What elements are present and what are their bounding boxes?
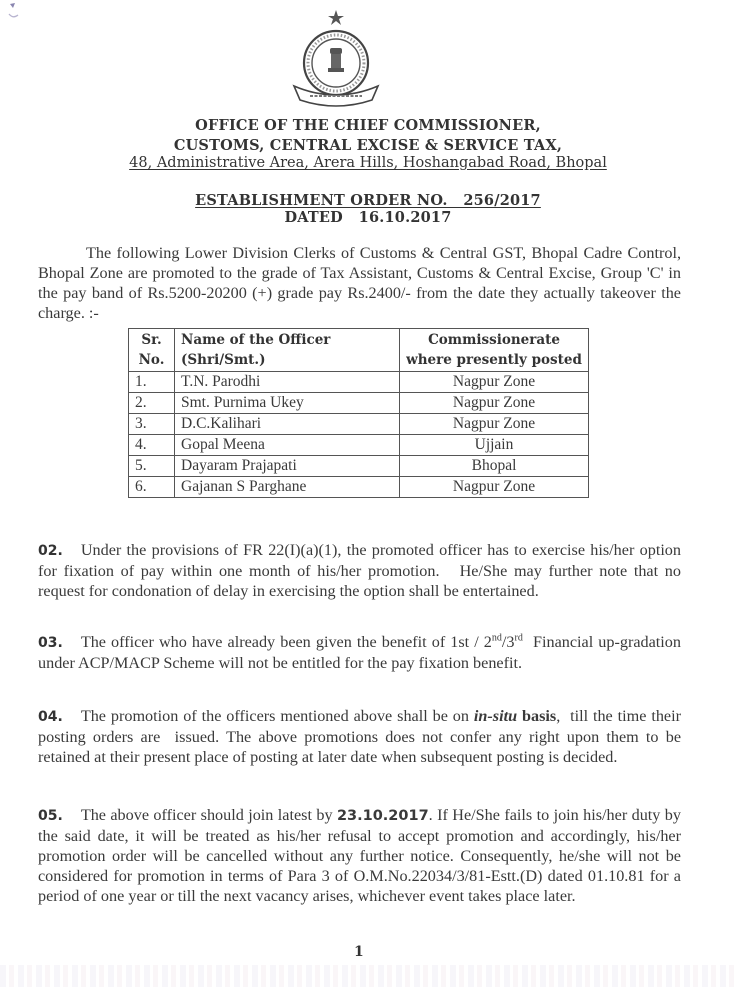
paragraph-text: , till the time their posting orders are issued. The above promotions does not confer any right upon them to be retained at their present place of posting at later date when subsequent posting is decided. (38, 707, 686, 766)
superscript: nd (491, 632, 502, 644)
paragraph-text: /3 (501, 633, 515, 651)
paragraph-number: 02. (38, 543, 63, 559)
paragraph-text: . If He/She fails to join his/her duty by the said date, it will be treated as his/her refusal to accept promotion and accordingly, his/her promotion order will be cancelled without any further notice. Consequently, he/she will not be considered for promotion in terms of Para 3 of O.M.No.22034/3/81-Estt.(D) dated 01.10.81 for a period of one year or till the next vacancy arises, whichever event takes place later. (38, 806, 681, 905)
cell-commissionerate: Nagpur Zone (400, 372, 589, 393)
paragraph-05 (38, 805, 681, 906)
officers-table (128, 328, 589, 498)
paragraph-text: The above officer should join latest by (80, 806, 337, 824)
office-name-line2: CUSTOMS, CENTRAL EXCISE & SERVICE TAX, (173, 137, 563, 154)
header-commissionerate: Commissionerate where presently posted (400, 329, 589, 372)
cell-sr: 4. (129, 435, 175, 456)
paragraph-text: Under the provisions of FR 22(I)(a)(1), the promoted officer has to exercise his/her option for fixation of pay within one month of his/her promotion. He/She may further note that no request for condonation of delay in exercising the option shall be entertained. (38, 541, 686, 600)
cell-sr: 6. (129, 477, 175, 498)
table-row (129, 414, 589, 435)
intro-paragraph (38, 243, 681, 323)
cell-name: Dayaram Prajapati (175, 456, 400, 477)
table-row (129, 456, 589, 477)
order-title-text: ESTABLISHMENT ORDER NO. 256/2017 (195, 192, 541, 209)
table-header-row (129, 329, 589, 372)
paragraph-text: The promotion of the officers mentioned above shall be on (80, 707, 474, 725)
emphasis-basis: basis (517, 707, 557, 725)
table-row (129, 372, 589, 393)
cbec-emblem-icon (288, 8, 384, 112)
cell-name: Gopal Meena (175, 435, 400, 456)
paragraph-text: Financial up-gradation under ACP/MACP Scheme will not be entitled for the pay fixation benefit. (38, 633, 686, 672)
cell-name: T.N. Parodhi (175, 372, 400, 393)
cell-name: Smt. Purnima Ukey (175, 393, 400, 414)
superscript: rd (514, 632, 523, 644)
paragraph-02 (38, 540, 686, 601)
office-address-text: 48, Administrative Area, Arera Hills, Hoshangabad Road, Bhopal (129, 155, 607, 171)
joining-deadline-date: 23.10.2017 (336, 808, 429, 824)
table-row (129, 393, 589, 414)
office-address (0, 155, 736, 171)
cell-commissionerate: Nagpur Zone (400, 477, 589, 498)
cell-sr: 1. (129, 372, 175, 393)
page-number: 1 (354, 944, 364, 960)
cell-sr: 5. (129, 456, 175, 477)
cell-name: Gajanan S Parghane (175, 477, 400, 498)
office-name-line1: OFFICE OF THE CHIEF COMMISSIONER, (195, 117, 541, 134)
paragraph-number: 04. (38, 709, 63, 725)
scan-footer-noise (0, 965, 736, 987)
table-row (129, 435, 589, 456)
paragraph-number: 03. (38, 635, 63, 651)
cell-sr: 3. (129, 414, 175, 435)
paragraph-number: 05. (38, 808, 63, 824)
order-date: DATED 16.10.2017 (284, 209, 452, 226)
scan-artifact-mark (6, 2, 20, 20)
emphasis-in-situ: in-situ (473, 707, 518, 725)
cell-commissionerate: Bhopal (400, 456, 589, 477)
cell-name: D.C.Kalihari (175, 414, 400, 435)
cell-commissionerate: Nagpur Zone (400, 414, 589, 435)
cell-commissionerate: Nagpur Zone (400, 393, 589, 414)
paragraph-03 (38, 632, 686, 673)
paragraph-04 (38, 706, 686, 767)
intro-text: The following Lower Division Clerks of Customs & Central GST, Bhopal Cadre Control, Bhopal Zone are promoted to the grade of Tax Assistant, Customs & Central Excise, Group 'C' in the pay band of Rs.5200-20200 (+) grade pay Rs.2400/- from the date they actually takeover the charge. :- (38, 244, 681, 322)
header-sr-no: Sr. No. (129, 329, 175, 372)
cell-commissionerate: Ujjain (400, 435, 589, 456)
header-officer-name: Name of the Officer (Shri/Smt.) (175, 329, 400, 372)
paragraph-text: The officer who have already been given the benefit of 1st / 2 (80, 633, 492, 651)
cell-sr: 2. (129, 393, 175, 414)
table-row (129, 477, 589, 498)
order-title (0, 192, 736, 209)
